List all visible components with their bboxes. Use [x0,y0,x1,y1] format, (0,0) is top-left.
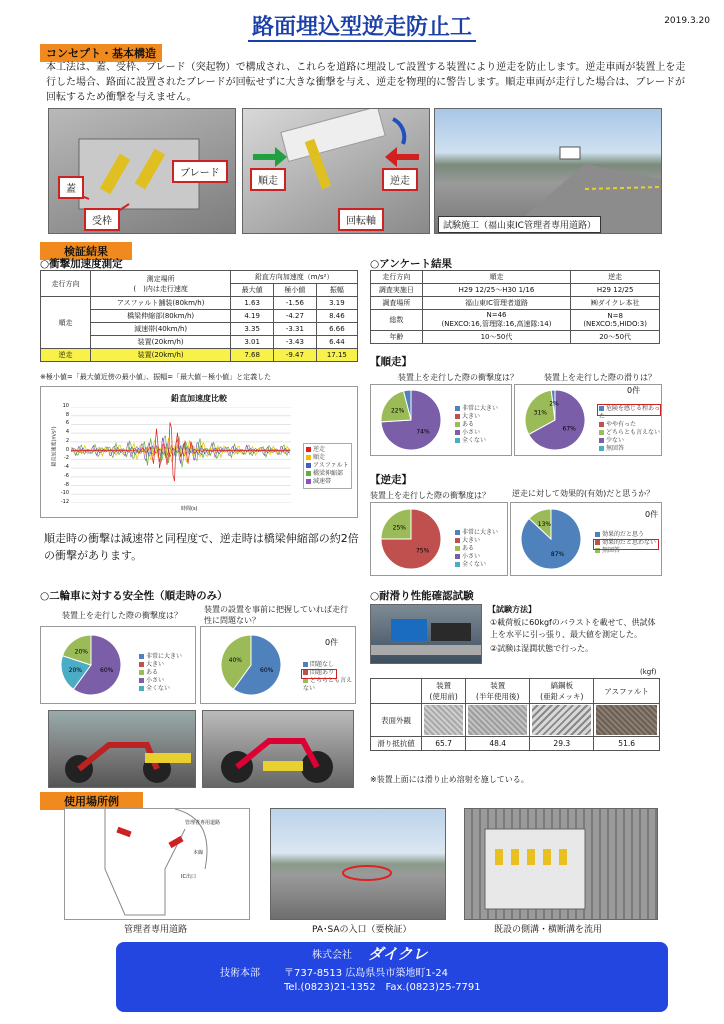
legend-swatch [455,562,460,567]
legend-swatch [455,530,460,535]
table-row: 順走 アスファルト舗装(80km/h) 1.63 -1.56 3.19 [41,297,358,310]
q-rev-impact: 装置上を走行した際の衝撃度は？ [370,491,490,500]
pie-rev-eff [511,503,591,575]
legend-swatch [306,471,311,476]
legend-swatch [455,414,460,419]
legend-swatch [306,479,311,484]
method-1: ①載荷板に60kgfのバラストを載せて、供試体上を水平に引っ張り、最大値を測定した。 [490,618,656,639]
page-title: 路面埋込型逆走防止工 [0,10,724,41]
method-2: ②試験は湿潤状態で行った。 [490,644,594,653]
legend-item: どちらとも言えない [599,429,661,437]
legend-item: 少ない [599,437,661,445]
legend-item: やや有った [599,421,661,429]
y-tick-label: 6 [65,420,69,427]
legend-item: 全くない [139,685,182,693]
legend-swatch [455,422,460,427]
method-head: 【試験方法】 [488,605,536,614]
th-amp: 振幅 [316,284,357,297]
moto-photo-1 [48,710,196,788]
pie-label: 20% [74,648,88,656]
legend-swatch [455,538,460,543]
survey-reverse-heading: 【逆走】 [370,474,412,486]
y-tick-label: -8 [64,481,69,488]
legend-item: ある [139,669,182,677]
pie-label: 60% [100,667,114,675]
label-axis: 回転軸 [338,208,384,231]
pie-label: 2% [549,400,559,408]
legend-item: 大きい [455,413,498,421]
y-tick-label: 8 [65,411,69,418]
waveform-title: 鉛直加速度比較 [171,394,227,403]
q-rev-effective: 逆走に対して効果的(有効)だと思うか？ [512,489,655,498]
legend-swatch [306,463,311,468]
footer-address: 〒737-8513 広島県呉市築地町1-24 [284,968,449,979]
moto-photo-2 [202,710,354,788]
footer [116,942,668,1012]
table-row: 年齢 10～50代 20～50代 [371,331,660,344]
pie-fwd-slip-box [514,384,662,456]
pie-label: 60% [260,667,274,675]
y-tick-label: -12 [60,499,69,505]
moto-title: ○二輪車に対する安全性（順走時のみ） [40,590,228,602]
surface-swatch [532,705,591,735]
slip-note: ※装置上面には滑り止め溶射を施している。 [370,775,529,784]
pie-fwd-slip [515,385,595,455]
legend-item: 小さい [455,553,498,561]
legend-swatch [139,678,144,683]
road-label-exit: IC出口 [181,874,196,880]
concept-heading: コンセプト・基本構造 [40,44,162,62]
legend-swatch [139,662,144,667]
gutter-photo [464,808,658,920]
legend-swatch [139,686,144,691]
label-reverse: 逆走 [382,168,418,191]
survey-table: 走行方向 順走 逆走 調査実施日 H29 12/25～H30 1/16 H29 12/25 調査場所 福山東IC管理者道路 ㈱ダイクレ本社 総数 N=46 (NEXCO:16,管理隊:16,高速隊:14) N=8 (NEXCO:5,HIDO:3) 年齢 10～50代 20～50代 [370,270,660,344]
motorcycle-illustration [49,711,195,787]
surface-swatch [596,705,657,735]
legend-swatch [139,670,144,675]
y-tick-label: 4 [65,429,69,436]
q-fwd-impact: 装置上を走行した際の衝撃度は？ [398,373,518,382]
table-row: 調査実施日 H29 12/25～H30 1/16 H29 12/25 [371,284,660,297]
surface-swatch [468,705,527,735]
legend-swatch [455,438,460,443]
legend-swatch [599,438,604,443]
legend-swatch [595,532,600,537]
pie-label: 31% [533,409,547,417]
pie-rev-eff-box [510,502,662,576]
legend-swatch [139,654,144,659]
moto-zero-cases: 0件 [325,638,339,647]
pa-sa-illustration [271,809,445,919]
waveform-ylabel: 鉛直加速度(m/s²) [51,426,58,467]
legend-item: 小さい [139,677,182,685]
impact-table [40,270,358,362]
usage-heading: 使用場所例 [40,792,143,810]
legend-item: 全くない [455,561,498,569]
pie-label: 40% [228,656,242,664]
test-rig-illustration [371,605,481,663]
table-row: 減速帯(40km/h) 3.35 -3.31 6.66 [41,323,358,336]
table-row: 橋梁伸縮部(80km/h) 4.19 -4.27 8.46 [41,310,358,323]
moto-pie2-box [200,626,356,704]
pie-label: 67% [562,425,576,433]
legend-swatch [455,554,460,559]
table-row: 装置(20km/h) 3.01 -3.43 6.44 [41,336,358,349]
legend-swatch [455,546,460,551]
y-tick-label: 2 [65,437,69,444]
slip-unit: (kgf) [640,668,657,676]
pie-label: 20% [68,667,82,675]
trial-caption: 試験施工（福山東IC管理者専用道路） [438,216,601,233]
gutter-illustration [465,809,657,919]
legend-item: 非常に大きい [139,653,182,661]
offroad-bike-illustration [203,711,353,787]
legend-swatch [599,446,604,451]
th-dir: 走行方向 [41,271,91,297]
usage-caption-3: 既設の側溝・横断溝を流用 [494,925,603,935]
legend-swatch [455,430,460,435]
slip-title: ○耐滑り性能確認試験 [370,590,474,602]
label-forward: 順走 [250,168,286,191]
y-tick-label: -10 [60,490,69,497]
legend-item: 問題なし [303,661,355,669]
moto-pie-impact [41,627,141,703]
company-prefix: 株式会社 [312,950,352,961]
pie-label: 74% [416,428,430,436]
road-label-mgmt: 管理者専用道路 [185,820,221,826]
label-frame: 受枠 [84,208,120,231]
legend-swatch [599,422,604,427]
legend-item: 危険を感じる程あった [599,405,660,420]
legend-item: 小さい [455,429,498,437]
survey-forward-heading: 【順走】 [370,356,412,368]
footer-dept: 技術本部 [220,968,260,979]
legend-item: 問題あり [303,669,355,677]
survey-title: ○アンケート結果 [370,258,453,270]
pie-fwd-impact [371,385,451,455]
verify-heading: 検証結果 [40,242,132,260]
q-fwd-slip: 装置上を走行した際の滑りは？ [544,373,656,382]
legend-item: 全くない [455,437,498,445]
moto-q1: 装置上を走行した際の衝撃度は？ [62,611,182,620]
legend-item: 橋梁伸縮部 [306,470,349,478]
legend-item: 大きい [455,537,498,545]
footer-tel: Tel.(0823)21-1352 Fax.(0823)25-7791 [284,982,481,993]
th-max: 最大値 [231,284,274,297]
legend-item: 非常に大きい [455,405,498,413]
road-label-main: 本線 [193,850,204,856]
pie-rev-impact-box [370,502,508,576]
legend-item: 効果的だと思う [595,531,656,539]
impact-note: ※極小値=「最大値近傍の最小値」、振幅=「最大値－極小値」と定義した [40,373,272,381]
legend-item: 逆走 [306,446,349,454]
th-accel: 鉛直方向加速度（m/s²） [231,271,358,284]
impact-title: ○衝撃加速度測定 [40,258,123,270]
legend-item: 順走 [306,454,349,462]
legend-item: 無回答 [595,547,656,555]
legend-item: 効果的だと思わない [595,539,656,547]
label-lid: 蓋 [58,176,84,199]
legend-item: 大きい [139,661,182,669]
pie-rev-impact [371,503,451,575]
table-row: 調査場所 福山東IC管理者道路 ㈱ダイクレ本社 [371,297,660,310]
usage-diagram [64,808,250,920]
y-tick-label: -4 [64,464,69,471]
y-tick-label: -6 [64,472,69,479]
moto-q2: 装置の設置を事前に把握していれば走行性に問題ない？ [204,605,348,625]
pie-label: 13% [537,520,552,528]
zero-cases: 0件 [627,386,641,395]
waveform-plot [71,407,291,503]
slip-test-photo [370,604,482,664]
zero-cases-rev: 0件 [645,510,659,519]
company-name: ダイクレ [368,945,428,963]
legend-swatch [303,662,308,667]
y-tick-label: -2 [64,455,69,462]
legend-item: 減速帯 [306,478,349,486]
table-row: 総数 N=46 (NEXCO:16,管理隊:16,高速隊:14) N=8 (NEXCO:5,HIDO:3) [371,310,660,331]
table-row: 表面外観 [371,704,660,737]
legend-item: ある [455,421,498,429]
legend-swatch [306,447,311,452]
th-min: 極小値 [274,284,317,297]
road-diagram-illustration [65,809,249,919]
waveform-chart [40,386,358,518]
pie-fwd-impact-box [370,384,512,456]
legend-swatch [599,430,604,435]
legend-item: ある [455,545,498,553]
legend-item: どちらとも言えない [303,677,353,692]
moto-pie-safety [201,627,301,703]
legend-swatch [306,455,311,460]
concept-text: 本工法は、蓋、受枠、ブレード（突起物）で構成され、これらを道路に埋設して設置する装置により逆走を防止します。逆走車両が装置上を走行した場合、路面に設置されたブレードが回転せずに大きな衝撃を与え、逆走を物理的に警告します。順走車両が走行した場合は、ブレードが回転するため衝撃を与えません。 [46,62,686,103]
legend-item: 非常に大きい [455,529,498,537]
trial-road-illustration [435,109,661,233]
table-row: 滑り抵抗値 65.7 48.4 29.3 51.6 [371,737,660,751]
pie-label: 87% [550,551,565,559]
usage-caption-1: 管理者専用道路 [124,925,188,935]
pie-label: 25% [392,524,407,532]
pa-sa-photo [270,808,446,920]
moto-pie1-box [40,626,196,704]
pie-label: 75% [415,547,430,555]
y-tick-label: 10 [62,403,69,409]
surface-swatch [424,705,463,735]
usage-caption-2: PA･SAの入口（要検証） [312,925,412,935]
table-row-reverse: 逆走 装置(20km/h) 7.68 -9.47 17.15 [41,349,358,362]
waveform-xlabel: 時間(s) [181,506,198,512]
slip-table: 装置 (使用前) 装置 (半年使用後) 縞鋼板 (亜鉛メッキ) アスファルト 表面外観 滑り抵抗値 65.7 48.4 29.3 51.6 [370,678,660,751]
summary-text: 順走時の衝撃は減速帯と同程度で、逆走時は橋梁伸縮部の約2倍の衝撃があります。 [44,532,359,562]
label-blade: ブレード [172,160,228,183]
legend-item: 無回答 [599,445,661,453]
y-tick-label: 0 [65,446,69,453]
legend-item: アスファルト [306,462,349,470]
date: 2019.3.20 [664,16,710,26]
pie-label: 22% [390,407,405,415]
legend-swatch [455,406,460,411]
th-place: 測定場所 ( )内は走行速度 [90,271,230,297]
